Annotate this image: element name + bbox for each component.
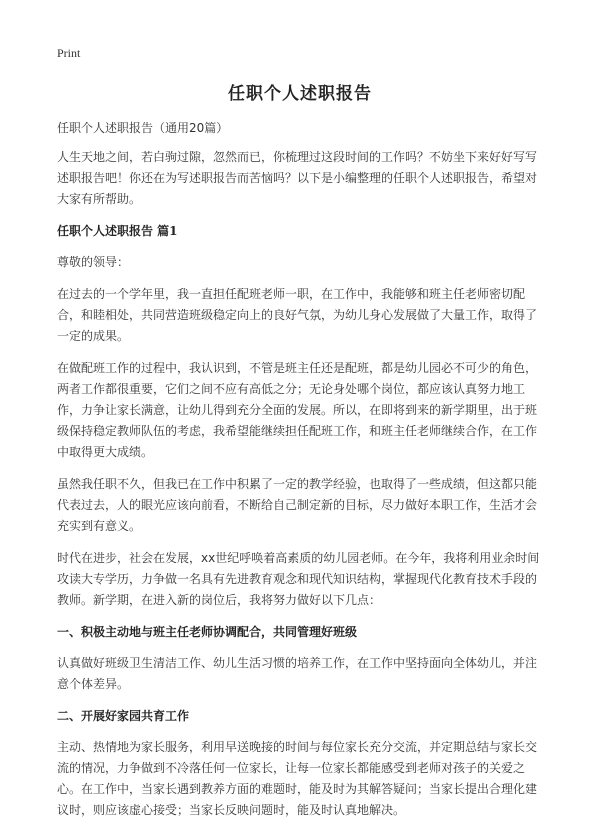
page-title: 任职个人述职报告 <box>228 84 372 104</box>
body-paragraph-2: 在做配班工作的过程中，我认识到，不管是班主任还是配班，都是幼儿园必不可少的角色，两者工作都很重要，它们之间不应有高低之分；无论身处哪个岗位，都应该认真努力地工作，力争让家长满意，让幼儿得到充分全面的发展。所以，在即将到来的新学期里，出于班级保持稳定教师队伍的考虑，我希望能继续担任配班工作，和班主任老师继续合作，在工作中取得更大成绩。 <box>57 361 538 459</box>
print-link[interactable]: Print <box>57 46 81 60</box>
body-paragraph-1: 在过去的一个学年里，我一直担任配班老师一职，在工作中，我能够和班主任老师密切配合，和睦相处，共同营造班级稳定向上的良好气氛，为幼儿身心发展做了大量工作，取得了一定的成果。 <box>57 287 538 343</box>
document-body <box>57 118 547 832</box>
body-paragraph-3: 虽然我任职不久，但我已在工作中积累了一定的教学经验，也取得了一些成绩，但这都只能代表过去，人的眼光应该向前看，不断给自己制定新的目标，尽力做好本职工作，生活才会充实到有意义。 <box>57 477 538 533</box>
body-paragraph-5: 认真做好班级卫生清洁工作、幼儿生活习惯的培养工作，在工作中坚持面向全体幼儿，并注意个体差异。 <box>57 656 538 691</box>
body-paragraph-6: 主动、热情地为家长服务，利用早送晚接的时间与每位家长充分交流，并定期总结与家长交流的情况，力争做到不冷落任何一位家长，让每一位家长都能感受到老师对孩子的关爱之心。在工作中，当家长遇到教养方面的难题时，能及时为其解答疑问；当家长提出合理化建议时，则应该虚心接受；当家长反映问题时，能及时认真地解决。 <box>57 740 538 817</box>
body-paragraph-4: 时代在进步，社会在发展，xx世纪呼唤着高素质的幼儿园老师。在今年，我将利用业余时间攻读大专学历，力争做一名具有先进教育观念和现代知识结构，掌握现代化教育技术手段的教师。新学期，在进入新的岗位后，我将努力做好以下几点： <box>57 551 540 607</box>
intro-paragraph: 人生天地之间，若白驹过隙，忽然而已，你梳理过这段时间的工作吗？不妨坐下来好好写写述职报告吧！你还在为写述职报告而苦恼吗？以下是小编整理的任职个人述职报告，希望对大家有所帮助。 <box>57 150 538 206</box>
document-subtitle: 任职个人述职报告（通用20篇） <box>57 121 229 135</box>
subheading-2: 二、开展好家园共育工作 <box>57 709 190 723</box>
greeting-text: 尊敬的领导： <box>57 255 130 269</box>
subheading-1: 一、积极主动地与班主任老师协调配合，共同管理好班级 <box>57 625 358 639</box>
section-heading: 任职个人述职报告 篇1 <box>57 224 178 238</box>
